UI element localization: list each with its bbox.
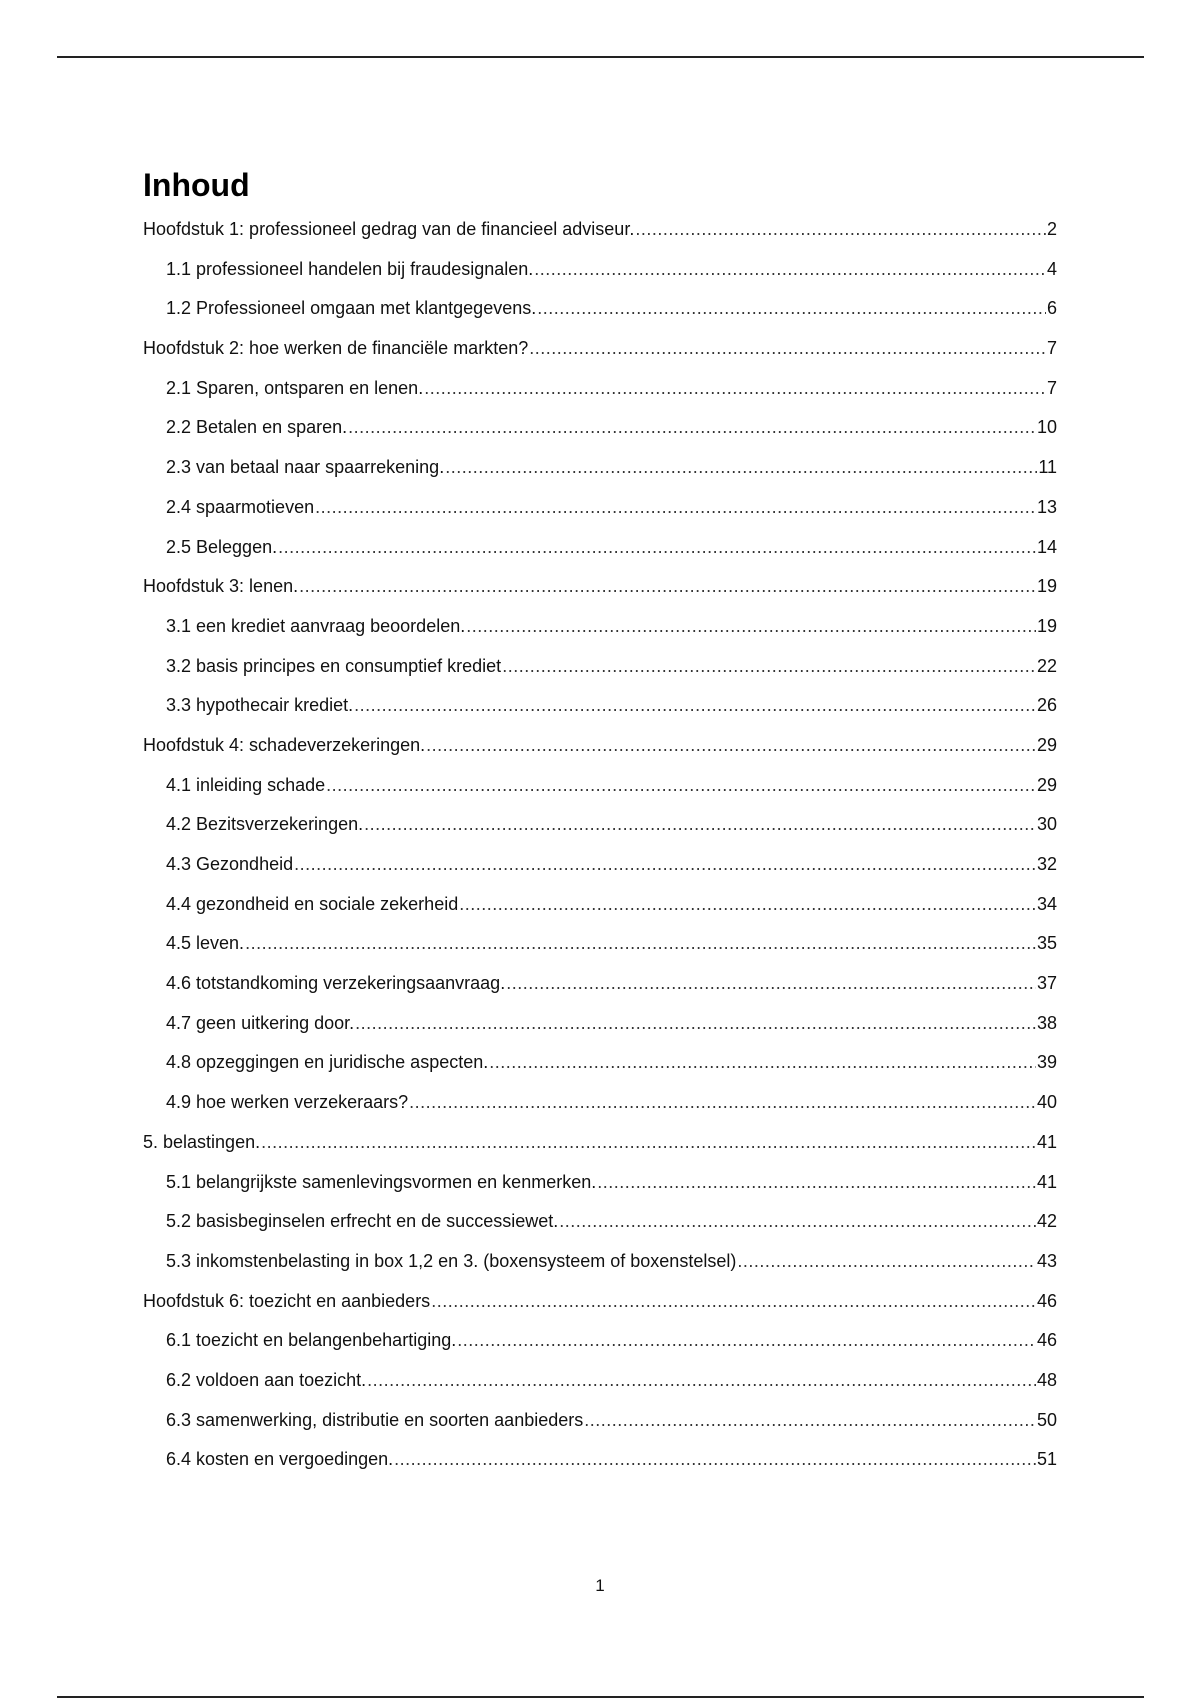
toc-entry-label: 4.2 Bezitsverzekeringen. (166, 814, 364, 835)
toc-section-entry[interactable] (143, 448, 1057, 488)
toc-entry-label: 4.4 gezondheid en sociale zekerheid (166, 893, 459, 914)
toc-chapter-entry[interactable] (143, 726, 1057, 766)
toc-chapter-entry[interactable] (143, 329, 1057, 369)
toc-entry-label: 4.6 totstandkoming verzekeringsaanvraag. (166, 973, 506, 994)
toc-dot-leader (278, 528, 1036, 568)
toc-section-entry[interactable] (143, 369, 1057, 409)
toc-section-entry[interactable] (143, 528, 1057, 568)
page-number: 1 (595, 1576, 605, 1595)
toc-section-entry[interactable] (143, 1242, 1057, 1282)
toc-entry-label: 4.7 geen uitkering door. (166, 1012, 355, 1033)
toc-section-entry[interactable] (143, 1401, 1057, 1441)
toc-entry-page: 13 (1036, 496, 1057, 517)
toc-entry-label: 3.2 basis principes en consumptief krediet (166, 655, 502, 676)
toc-dot-leader (445, 448, 1037, 488)
toc-chapter-entry[interactable] (143, 567, 1057, 607)
toc-entry-label: 6.3 samenwerking, distributie en soorten aanbieders (166, 1409, 584, 1430)
toc-entry-label: 4.9 hoe werken verzekeraars? (166, 1092, 409, 1113)
toc-entry-label: 3.3 hypothecair krediet. (166, 695, 354, 716)
toc-entry-page: 19 (1036, 615, 1057, 636)
toc-entry-page: 6 (1046, 298, 1057, 319)
toc-entry-label: 4.8 opzeggingen en juridische aspecten. (166, 1052, 489, 1073)
toc-section-entry[interactable] (143, 1321, 1057, 1361)
toc-entry-label: 2.3 van betaal naar spaarrekening. (166, 457, 445, 478)
toc-dot-leader (355, 1004, 1036, 1044)
toc-entry-label: 6.1 toezicht en belangenbehartiging. (166, 1330, 457, 1351)
toc-dot-leader (489, 1043, 1036, 1083)
toc-entry-label: 5.3 inkomstenbelasting in box 1,2 en 3. (boxensysteem of boxenstelsel) (166, 1250, 737, 1271)
toc-section-entry[interactable] (143, 805, 1057, 845)
toc-entry-label: 4.1 inleiding schade (166, 774, 326, 795)
toc-entry-label: 5.1 belangrijkste samenlevingsvormen en kenmerken. (166, 1171, 597, 1192)
toc-entry-page: 22 (1036, 655, 1057, 676)
toc-chapter-entry[interactable] (143, 1123, 1057, 1163)
toc-entry-label: 2.5 Beleggen. (166, 536, 278, 557)
toc-entry-label: 6.2 voldoen aan toezicht. (166, 1369, 367, 1390)
toc-dot-leader (459, 885, 1036, 925)
toc-entry-label: 4.3 Gezondheid (166, 854, 294, 874)
toc-entry-page: 42 (1036, 1211, 1057, 1232)
toc-dot-leader (466, 607, 1036, 647)
toc-entry-label: 2.2 Betalen en sparen. (166, 417, 348, 438)
toc-entry-page: 37 (1036, 973, 1057, 994)
toc-entry-label: 6.4 kosten en vergoedingen. (166, 1449, 394, 1470)
toc-section-entry[interactable] (143, 766, 1057, 806)
toc-entry-label: 5. belastingen. (143, 1131, 261, 1152)
toc-entry-page: 41 (1036, 1171, 1057, 1192)
toc-dot-leader (409, 1083, 1036, 1123)
toc-section-entry[interactable] (143, 250, 1057, 290)
toc-entry-label: Hoofdstuk 2: hoe werken de financiële markten? (143, 338, 529, 359)
toc-chapter-entry[interactable] (143, 210, 1057, 250)
toc-dot-leader (299, 567, 1036, 607)
toc-dot-leader (261, 1123, 1036, 1163)
toc-entry-label: 3.1 een krediet aanvraag beoordelen. (166, 615, 466, 636)
toc-section-entry[interactable] (143, 647, 1057, 687)
toc-entry-label: 2.1 Sparen, ontsparen en lenen. (166, 377, 424, 398)
toc-entry-page: 43 (1036, 1250, 1057, 1271)
toc-dot-leader (584, 1401, 1036, 1441)
toc-entry-page: 19 (1036, 576, 1057, 597)
toc-dot-leader (431, 1282, 1036, 1322)
toc-dot-leader (502, 647, 1036, 687)
toc-dot-leader (294, 845, 1036, 885)
toc-section-entry[interactable] (143, 964, 1057, 1004)
toc-section-entry[interactable] (143, 408, 1057, 448)
toc-entry-page: 29 (1036, 734, 1057, 755)
toc-entry-page: 7 (1046, 377, 1057, 398)
toc-section-entry[interactable] (143, 1004, 1057, 1044)
toc-entry-page: 4 (1046, 258, 1057, 279)
toc-dot-leader (559, 1202, 1036, 1242)
toc-entry-page: 29 (1036, 774, 1057, 795)
toc-dot-leader (426, 726, 1036, 766)
toc-dot-leader (394, 1440, 1036, 1480)
toc-entry-page: 38 (1036, 1012, 1057, 1033)
toc-entry-label: 2.4 spaarmotieven (166, 496, 315, 517)
toc-entry-label: 4.5 leven. (166, 933, 245, 954)
toc-section-entry[interactable] (143, 289, 1057, 329)
toc-dot-leader (534, 250, 1046, 290)
toc-section-entry[interactable] (143, 1440, 1057, 1480)
toc-entry-label: 5.2 basisbeginselen erfrecht en de successiewet. (166, 1211, 559, 1232)
toc-entries (143, 210, 1057, 1480)
table-of-contents (143, 160, 1057, 1480)
toc-section-entry[interactable] (143, 1083, 1057, 1123)
toc-dot-leader (737, 1242, 1036, 1282)
toc-section-entry[interactable] (143, 885, 1057, 925)
toc-entry-page: 14 (1036, 536, 1057, 557)
toc-entry-page: 46 (1036, 1290, 1057, 1311)
toc-entry-label: Hoofdstuk 3: lenen. (143, 576, 299, 597)
toc-entry-page: 50 (1036, 1409, 1057, 1430)
toc-entry-page: 34 (1036, 893, 1057, 914)
toc-section-entry[interactable] (143, 924, 1057, 964)
toc-section-entry[interactable] (143, 488, 1057, 528)
toc-chapter-entry[interactable] (143, 1282, 1057, 1322)
toc-entry-page: 10 (1036, 417, 1057, 438)
toc-entry-page: 35 (1036, 933, 1057, 954)
toc-dot-leader (537, 289, 1046, 329)
toc-entry-page: 32 (1036, 854, 1057, 874)
toc-dot-leader (367, 1361, 1036, 1401)
toc-entry-page: 11 (1038, 457, 1057, 478)
toc-dot-leader (364, 805, 1036, 845)
toc-section-entry[interactable] (143, 845, 1057, 885)
toc-dot-leader (597, 1163, 1036, 1203)
toc-entry-page: 7 (1046, 338, 1057, 359)
toc-section-entry[interactable] (143, 1202, 1057, 1242)
toc-entry-label: Hoofdstuk 4: schadeverzekeringen. (143, 734, 426, 755)
toc-dot-leader (326, 766, 1036, 806)
toc-dot-leader (348, 408, 1036, 448)
toc-entry-page: 51 (1036, 1449, 1057, 1470)
toc-entry-page: 2 (1046, 219, 1057, 239)
toc-section-entry[interactable] (143, 607, 1057, 647)
toc-entry-page: 30 (1036, 814, 1057, 835)
toc-entry-page: 39 (1036, 1052, 1057, 1073)
toc-section-entry[interactable] (143, 1043, 1057, 1083)
toc-dot-leader (457, 1321, 1036, 1361)
toc-dot-leader (315, 488, 1036, 528)
toc-entry-page: 26 (1036, 695, 1057, 716)
toc-dot-leader (506, 964, 1036, 1004)
toc-section-entry[interactable] (143, 1163, 1057, 1203)
toc-dot-leader (424, 369, 1046, 409)
toc-entry-label: Hoofdstuk 6: toezicht en aanbieders (143, 1290, 431, 1311)
toc-section-entry[interactable] (143, 1361, 1057, 1401)
toc-entry-page: 48 (1036, 1369, 1057, 1390)
footer-rule (57, 1696, 1144, 1698)
toc-dot-leader (354, 686, 1036, 726)
toc-entry-label: Hoofdstuk 1: professioneel gedrag van de financieel adviseur. (143, 219, 635, 239)
header-rule (57, 56, 1144, 58)
toc-dot-leader (635, 210, 1046, 250)
toc-entry-label: 1.2 Professioneel omgaan met klantgegevens. (166, 298, 537, 319)
toc-title: Inhoud (143, 167, 250, 203)
toc-section-entry[interactable] (143, 686, 1057, 726)
toc-entry-label: 1.1 professioneel handelen bij fraudesignalen. (166, 258, 534, 279)
toc-entry-page: 46 (1036, 1330, 1057, 1351)
toc-entry-page: 40 (1036, 1092, 1057, 1113)
toc-dot-leader (245, 924, 1036, 964)
toc-dot-leader (529, 329, 1046, 369)
toc-entry-page: 41 (1036, 1131, 1057, 1152)
